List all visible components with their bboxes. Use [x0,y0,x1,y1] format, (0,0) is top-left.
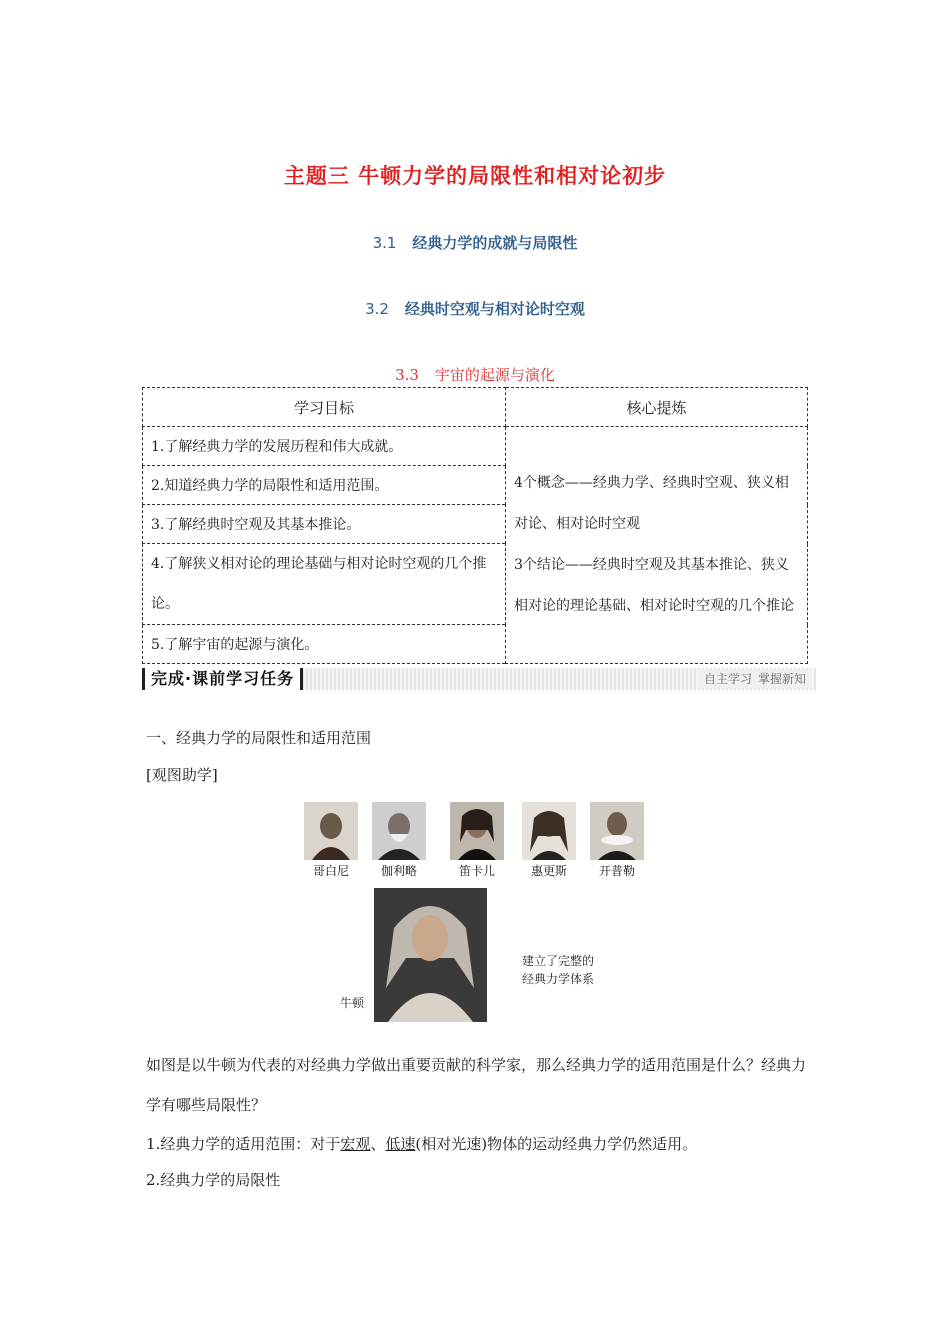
banner-tag: 掌握新知 [757,672,806,686]
banner-tag: 自主学习 [703,672,752,686]
text-run: 1.经典力学的适用范围：对于 [146,1135,341,1153]
section-heading-3-1 [0,232,950,253]
section-number: 3.3 [395,366,419,384]
section-heading-3-3 [0,364,950,385]
newton-note-line: 经典力学体系 [522,972,595,986]
learning-goals-table [142,387,808,664]
portrait-galileo [372,802,426,860]
core-conclusions: 3个结论——经典时空观及其基本推论、狭义相对论的理论基础、相对论时空观的几个推论 [514,557,794,614]
question-paragraph: 如图是以牛顿为代表的对经典力学做出重要贡献的科学家，那么经典力学的适用范围是什么？经典力学有哪些局限性？ [146,1056,807,1114]
caption-descartes: 笛卡儿 [458,864,495,878]
table-header-goals: 学习目标 [143,388,506,427]
caption-copernicus: 哥白尼 [312,864,349,878]
section-heading-3-2 [0,298,950,319]
answer-blank: 宏观 [340,1135,371,1153]
caption-huygens: 惠更斯 [530,864,567,878]
figure-label: [观图助学] [146,766,218,784]
text-run: (相对光速)物体的运动经典力学仍然适用。 [415,1135,698,1153]
goal-item: 5.了解宇宙的起源与演化。 [143,625,506,664]
portrait-huygens [522,802,576,860]
section-number: 3.2 [365,300,389,318]
caption-kepler: 开普勒 [598,864,635,878]
section-banner [142,668,816,690]
goal-item: 3.了解经典时空观及其基本推论。 [143,505,506,544]
section-heading-1: 一、经典力学的局限性和适用范围 [146,729,372,747]
newton-note [522,952,594,988]
portrait-newton [374,888,487,1022]
section-title: 经典力学的成就与局限性 [412,234,578,252]
limitations-heading: 2.经典力学的局限性 [146,1171,281,1189]
newton-note-line: 建立了完整的 [522,954,595,968]
table-header-core: 核心提炼 [506,388,808,427]
goal-item: 2.知道经典力学的局限性和适用范围。 [143,466,506,505]
section-title: 宇宙的起源与演化 [434,366,555,384]
section-number: 3.1 [372,234,397,252]
goal-item: 1.了解经典力学的发展历程和伟大成就。 [143,427,506,466]
text-run: 、 [370,1135,386,1153]
answer-blank: 低速 [385,1135,416,1153]
banner-tags [698,670,812,688]
goal-item: 4.了解狭义相对论的理论基础与相对论时空观的几个推论。 [143,544,506,625]
banner-title: 完成·课前学习任务 [142,668,303,690]
caption-newton: 牛顿 [340,996,365,1010]
portrait-kepler [590,802,644,860]
caption-galileo: 伽利略 [380,864,417,878]
page-title: 主题三 牛顿力学的局限性和相对论初步 [283,164,667,188]
core-concepts: 4个概念——经典力学、经典时空观、狭义相对论、相对论时空观 [514,475,789,532]
portrait-descartes [450,802,504,860]
section-title: 经典时空观与相对论时空观 [404,300,585,318]
core-summary [506,427,808,664]
portrait-copernicus [304,802,358,860]
applicability-paragraph [146,1133,697,1154]
